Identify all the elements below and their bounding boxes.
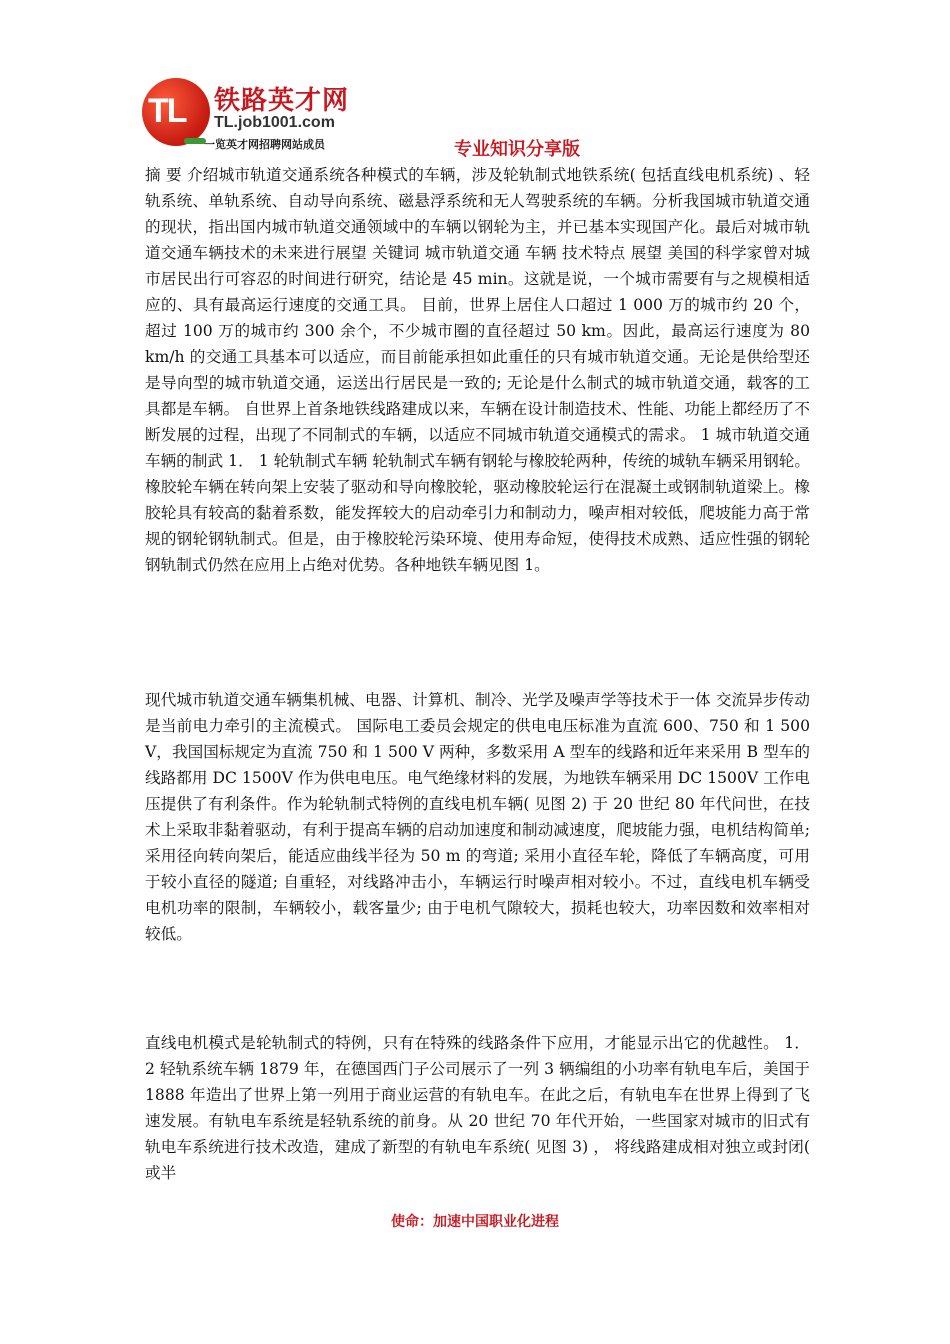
logo-swoosh-icon [184,138,206,144]
logo-slogan: 一览英才网招聘网站成员 [204,138,325,151]
document-tag: 专业知识分享版 [454,139,580,160]
body-paragraph-2: 现代城市轨道交通车辆集机械、电器、计算机、制冷、光学及噪声学等技术于一体 交流异步传动是当前电力牵引的主流模式。 国际电工委员会规定的供电电压标准为直流 600、750 和 1 500 V，我国国标规定为直流 750 和 1 500 V 两种，多数采用 A 型车的线路和近年来采用 B 型车的线路都用 DC 1500V 作为供电电压。电气绝缘材料的发展，为地铁车辆采用 DC 1500V 工作电压提供了有利条件。作为轮轨制式特例的直线电机车辆( 见图 2) 于 20 世纪 80 年代问世，在技术上采取非黏着驱动，有利于提高车辆的启动加速度和制动减速度，爬坡能力强，电机结构简单; 采用径向转向架后，能适应曲线半径为 50 m 的弯道; 采用小直径车轮，降低了车辆高度，可用于较小直径的隧道; 自重轻，对线路冲击小，车辆运行时噪声相对较小。不过，直线电机车辆受电机功率的限制，车辆较小，载客量少; 由于电机气隙较大，损耗也较大，功率因数和效率相对较低。 [145,691,810,943]
footer-mission: 使命：加速中国职业化进程 [391,1214,559,1230]
logo-url: TL.job1001.com [214,114,335,131]
body-paragraph-1: 摘 要 介绍城市轨道交通系统各种模式的车辆，涉及轮轨制式地铁系统( 包括直线电机系统) 、轻轨系统、单轨系统、自动导向系统、磁悬浮系统和无人驾驶系统的车辆。分析我国城市轨道交通的现状，指出国内城市轨道交通领域中的车辆以钢轮为主，并已基本实现国产化。最后对城市轨道交通车辆技术的未来进行展望 关键词 城市轨道交通 车辆 技术特点 展望 美国的科学家曾对城市居民出行可容忍的时间进行研究，结论是 45 min。这就是说，一个城市需要有与之规模相适应的、具有最高运行速度的交通工具。 目前，世界上居住人口超过 1 000 万的城市约 20 个，超过 100 万的城市约 300 余个，不少城市圈的直径超过 50 km。因此，最高运行速度为 80 km/h 的交通工具基本可以适应，而目前能承担如此重任的只有城市轨道交通。无论是供给型还是导向型的城市轨道交通，运送出行居民是一致的; 无论是什么制式的城市轨道交通，载客的工具都是车辆。 自世界上首条地铁线路建成以来，车辆在设计制造技术、性能、功能上都经历了不断发展的过程，出现了不同制式的车辆，以适应不同城市轨道交通模式的需求。 1 城市轨道交通车辆的制武 1． 1 轮轨制式车辆 轮轨制式车辆有钢轮与橡胶轮两种，传统的城轨车辆采用钢轮。橡胶轮车辆在转向架上安装了驱动和导向橡胶轮，驱动橡胶轮运行在混凝土或钢制轨道梁上。橡胶轮具有较高的黏着系数，能发挥较大的启动牵引力和制动力，噪声相对较低，爬坡能力高于常规的钢轮钢轨制式。但是，由于橡胶轮污染环境、使用寿命短，使得技术成熟、适应性强的钢轮钢轨制式仍然在应用上占绝对优势。各种地铁车辆见图 1。 [145,166,810,574]
body-paragraph-3: 直线电机模式是轮轨制式的特例，只有在特殊的线路条件下应用，才能显示出它的优越性。 1． 2 轻轨系统车辆 1879 年，在德国西门子公司展示了一列 3 辆编组的小功率有轨电车后，美国于 1888 年造出了世界上第一列用于商业运营的有轨电车。在此之后，有轨电车在世界上得到了飞速发展。有轨电车系统是轻轨系统的前身。从 20 世纪 70 年代开始，一些国家对城市的旧式有轨电车系统进行技术改造，建成了新型的有轨电车系统( 见图 3) ， 将线路建成相对独立或封闭( 或半 [145,1034,810,1182]
logo-mark: TL [148,92,186,130]
logo-site-name: 铁路英才网 [214,86,350,116]
site-logo [140,78,400,156]
